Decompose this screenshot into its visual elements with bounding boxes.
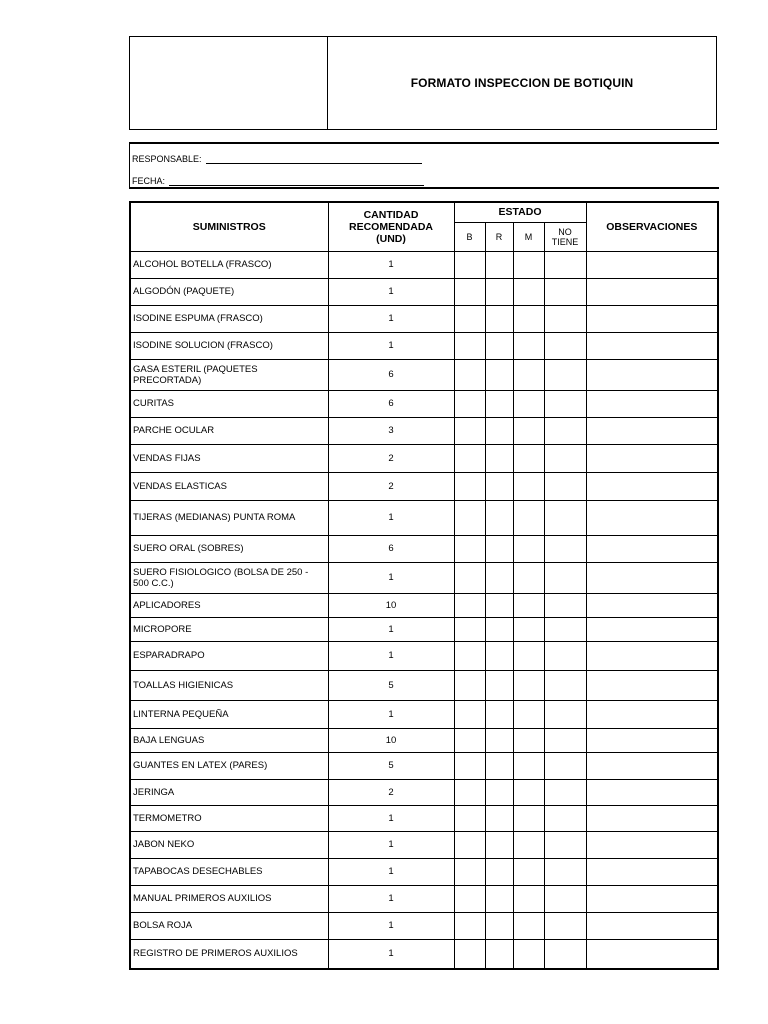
- fecha-label: FECHA:: [132, 176, 166, 186]
- estado-no-tiene-cell[interactable]: [544, 500, 586, 535]
- item-name: MANUAL PRIMEROS AUXILIOS: [130, 885, 328, 912]
- estado-m-cell[interactable]: [513, 444, 544, 472]
- estado-b-cell[interactable]: [454, 444, 485, 472]
- item-name: ISODINE SOLUCION (FRASCO): [130, 332, 328, 359]
- item-qty: 1: [328, 700, 454, 728]
- header-cantidad-line1: CANTIDAD: [363, 208, 419, 221]
- estado-no-tiene-cell[interactable]: [544, 251, 586, 278]
- estado-m-cell[interactable]: [513, 593, 544, 617]
- item-name: JERINGA: [130, 779, 328, 805]
- observaciones-cell[interactable]: [586, 728, 718, 752]
- item-qty: 6: [328, 359, 454, 390]
- estado-b-cell[interactable]: [454, 359, 485, 390]
- estado-m-cell[interactable]: [513, 779, 544, 805]
- table-row: [130, 779, 718, 805]
- table-row: [130, 332, 718, 359]
- item-qty: 2: [328, 472, 454, 500]
- observaciones-cell[interactable]: [586, 858, 718, 885]
- estado-r-cell[interactable]: [485, 617, 513, 641]
- item-name: JABON NEKO: [130, 831, 328, 858]
- header-no-tiene-line1: NO: [558, 226, 572, 237]
- table-row: [130, 641, 718, 670]
- estado-b-cell[interactable]: [454, 805, 485, 831]
- observaciones-cell[interactable]: [586, 912, 718, 939]
- item-qty: 1: [328, 251, 454, 278]
- responsable-line: [132, 154, 422, 164]
- observaciones-cell[interactable]: [586, 332, 718, 359]
- observaciones-cell[interactable]: [586, 593, 718, 617]
- item-name: BOLSA ROJA: [130, 912, 328, 939]
- estado-m-cell[interactable]: [513, 670, 544, 700]
- estado-b-cell[interactable]: [454, 617, 485, 641]
- header-estado-r: R: [485, 222, 513, 251]
- item-name: REGISTRO DE PRIMEROS AUXILIOS: [130, 939, 328, 969]
- item-qty: 1: [328, 617, 454, 641]
- estado-b-cell[interactable]: [454, 278, 485, 305]
- item-name: TERMOMETRO: [130, 805, 328, 831]
- observaciones-cell[interactable]: [586, 670, 718, 700]
- estado-b-cell[interactable]: [454, 939, 485, 969]
- estado-b-cell[interactable]: [454, 500, 485, 535]
- estado-m-cell[interactable]: [513, 885, 544, 912]
- item-qty: 1: [328, 500, 454, 535]
- item-name: PARCHE OCULAR: [130, 417, 328, 444]
- observaciones-cell[interactable]: [586, 444, 718, 472]
- estado-m-cell[interactable]: [513, 641, 544, 670]
- table-row: [130, 831, 718, 858]
- item-name: TOALLAS HIGIENICAS: [130, 670, 328, 700]
- item-qty: 5: [328, 670, 454, 700]
- estado-r-cell[interactable]: [485, 562, 513, 593]
- item-name: ESPARADRAPO: [130, 641, 328, 670]
- item-name: LINTERNA PEQUEÑA: [130, 700, 328, 728]
- table-row: [130, 593, 718, 617]
- table-row: [130, 305, 718, 332]
- item-name: TAPABOCAS DESECHABLES: [130, 858, 328, 885]
- estado-b-cell[interactable]: [454, 332, 485, 359]
- table-row: [130, 939, 718, 969]
- estado-m-cell[interactable]: [513, 700, 544, 728]
- item-name: CURITAS: [130, 390, 328, 417]
- item-name: TIJERAS (MEDIANAS) PUNTA ROMA: [130, 500, 328, 535]
- item-qty: 10: [328, 728, 454, 752]
- table-row: [130, 805, 718, 831]
- table-row: [130, 562, 718, 593]
- estado-m-cell[interactable]: [513, 278, 544, 305]
- header-estado: ESTADO: [454, 202, 586, 222]
- estado-b-cell[interactable]: [454, 779, 485, 805]
- estado-no-tiene-cell[interactable]: [544, 939, 586, 969]
- estado-r-cell[interactable]: [485, 500, 513, 535]
- form-title: FORMATO INSPECCION DE BOTIQUIN: [410, 76, 634, 90]
- estado-m-cell[interactable]: [513, 858, 544, 885]
- observaciones-cell[interactable]: [586, 359, 718, 390]
- estado-r-cell[interactable]: [485, 251, 513, 278]
- observaciones-cell[interactable]: [586, 617, 718, 641]
- estado-r-cell[interactable]: [485, 831, 513, 858]
- estado-no-tiene-cell[interactable]: [544, 593, 586, 617]
- item-qty: 1: [328, 858, 454, 885]
- estado-m-cell[interactable]: [513, 500, 544, 535]
- table-row: [130, 278, 718, 305]
- estado-no-tiene-cell[interactable]: [544, 562, 586, 593]
- estado-b-cell[interactable]: [454, 390, 485, 417]
- inspection-table: [129, 201, 719, 970]
- estado-b-cell[interactable]: [454, 831, 485, 858]
- estado-no-tiene-cell[interactable]: [544, 535, 586, 562]
- estado-r-cell[interactable]: [485, 752, 513, 779]
- observaciones-cell[interactable]: [586, 390, 718, 417]
- table-row: [130, 251, 718, 278]
- estado-b-cell[interactable]: [454, 858, 485, 885]
- item-name: SUERO ORAL (SOBRES): [130, 535, 328, 562]
- estado-b-cell[interactable]: [454, 752, 485, 779]
- estado-r-cell[interactable]: [485, 885, 513, 912]
- item-qty: 6: [328, 535, 454, 562]
- item-qty: 6: [328, 390, 454, 417]
- item-name: ALCOHOL BOTELLA (FRASCO): [130, 251, 328, 278]
- fecha-line: [132, 176, 424, 186]
- estado-b-cell[interactable]: [454, 885, 485, 912]
- table-row: [130, 858, 718, 885]
- estado-no-tiene-cell[interactable]: [544, 728, 586, 752]
- estado-r-cell[interactable]: [485, 939, 513, 969]
- observaciones-cell[interactable]: [586, 562, 718, 593]
- item-qty: 10: [328, 593, 454, 617]
- estado-no-tiene-cell[interactable]: [544, 641, 586, 670]
- estado-m-cell[interactable]: [513, 305, 544, 332]
- estado-m-cell[interactable]: [513, 251, 544, 278]
- item-name: ALGODÓN (PAQUETE): [130, 278, 328, 305]
- estado-m-cell[interactable]: [513, 417, 544, 444]
- estado-m-cell[interactable]: [513, 617, 544, 641]
- table-row: [130, 417, 718, 444]
- item-name: GUANTES EN LATEX (PARES): [130, 752, 328, 779]
- observaciones-cell[interactable]: [586, 305, 718, 332]
- estado-b-cell[interactable]: [454, 472, 485, 500]
- observaciones-cell[interactable]: [586, 278, 718, 305]
- item-qty: 3: [328, 417, 454, 444]
- form-info-block: [129, 142, 719, 189]
- estado-r-cell[interactable]: [485, 670, 513, 700]
- estado-m-cell[interactable]: [513, 332, 544, 359]
- estado-r-cell[interactable]: [485, 444, 513, 472]
- item-qty: 1: [328, 805, 454, 831]
- estado-r-cell[interactable]: [485, 535, 513, 562]
- estado-b-cell[interactable]: [454, 912, 485, 939]
- item-qty: 1: [328, 278, 454, 305]
- estado-r-cell[interactable]: [485, 912, 513, 939]
- item-qty: 1: [328, 939, 454, 969]
- table-row: [130, 500, 718, 535]
- estado-no-tiene-cell[interactable]: [544, 805, 586, 831]
- estado-m-cell[interactable]: [513, 390, 544, 417]
- estado-b-cell[interactable]: [454, 728, 485, 752]
- estado-b-cell[interactable]: [454, 641, 485, 670]
- observaciones-cell[interactable]: [586, 417, 718, 444]
- header-observaciones: OBSERVACIONES: [586, 202, 718, 251]
- estado-r-cell[interactable]: [485, 805, 513, 831]
- estado-no-tiene-cell[interactable]: [544, 359, 586, 390]
- item-name: VENDAS ELASTICAS: [130, 472, 328, 500]
- header-estado-m: M: [513, 222, 544, 251]
- table-row: [130, 728, 718, 752]
- table-row: [130, 912, 718, 939]
- estado-m-cell[interactable]: [513, 359, 544, 390]
- observaciones-cell[interactable]: [586, 472, 718, 500]
- estado-m-cell[interactable]: [513, 562, 544, 593]
- header-estado-b: B: [454, 222, 485, 251]
- estado-no-tiene-cell[interactable]: [544, 332, 586, 359]
- estado-r-cell[interactable]: [485, 728, 513, 752]
- item-qty: 1: [328, 641, 454, 670]
- estado-no-tiene-cell[interactable]: [544, 278, 586, 305]
- estado-no-tiene-cell[interactable]: [544, 390, 586, 417]
- logo-placeholder: [130, 37, 328, 129]
- estado-m-cell[interactable]: [513, 752, 544, 779]
- table-row: [130, 885, 718, 912]
- table-row: [130, 617, 718, 641]
- item-qty: 1: [328, 562, 454, 593]
- table-row: [130, 700, 718, 728]
- fecha-field[interactable]: [169, 176, 424, 186]
- form-header: [129, 36, 717, 130]
- item-qty: 1: [328, 831, 454, 858]
- item-qty: 1: [328, 305, 454, 332]
- table-row: [130, 472, 718, 500]
- estado-m-cell[interactable]: [513, 472, 544, 500]
- estado-m-cell[interactable]: [513, 535, 544, 562]
- item-qty: 1: [328, 332, 454, 359]
- table-body: [130, 251, 718, 969]
- item-name: SUERO FISIOLOGICO (BOLSA DE 250 - 500 C.C.): [130, 562, 328, 593]
- observaciones-cell[interactable]: [586, 500, 718, 535]
- header-no-tiene-line2: TIENE: [551, 236, 579, 247]
- estado-r-cell[interactable]: [485, 417, 513, 444]
- observaciones-cell[interactable]: [586, 831, 718, 858]
- table-row: [130, 444, 718, 472]
- estado-no-tiene-cell[interactable]: [544, 417, 586, 444]
- estado-m-cell[interactable]: [513, 939, 544, 969]
- table-row: [130, 535, 718, 562]
- estado-r-cell[interactable]: [485, 858, 513, 885]
- observaciones-cell[interactable]: [586, 939, 718, 969]
- observaciones-cell[interactable]: [586, 885, 718, 912]
- estado-no-tiene-cell[interactable]: [544, 617, 586, 641]
- estado-no-tiene-cell[interactable]: [544, 779, 586, 805]
- header-suministros: SUMINISTROS: [130, 202, 328, 251]
- observaciones-cell[interactable]: [586, 641, 718, 670]
- estado-r-cell[interactable]: [485, 332, 513, 359]
- estado-no-tiene-cell[interactable]: [544, 885, 586, 912]
- estado-no-tiene-cell[interactable]: [544, 670, 586, 700]
- item-name: ISODINE ESPUMA (FRASCO): [130, 305, 328, 332]
- estado-b-cell[interactable]: [454, 305, 485, 332]
- estado-r-cell[interactable]: [485, 593, 513, 617]
- table-row: [130, 390, 718, 417]
- estado-m-cell[interactable]: [513, 831, 544, 858]
- header-cantidad: [328, 202, 454, 251]
- item-qty: 2: [328, 779, 454, 805]
- item-name: BAJA LENGUAS: [130, 728, 328, 752]
- estado-b-cell[interactable]: [454, 562, 485, 593]
- estado-r-cell[interactable]: [485, 305, 513, 332]
- estado-no-tiene-cell[interactable]: [544, 831, 586, 858]
- estado-no-tiene-cell[interactable]: [544, 472, 586, 500]
- header-estado-no-tiene: [544, 222, 586, 251]
- estado-r-cell[interactable]: [485, 390, 513, 417]
- observaciones-cell[interactable]: [586, 535, 718, 562]
- item-name: MICROPORE: [130, 617, 328, 641]
- estado-r-cell[interactable]: [485, 779, 513, 805]
- estado-no-tiene-cell[interactable]: [544, 912, 586, 939]
- table-row: [130, 670, 718, 700]
- estado-r-cell[interactable]: [485, 700, 513, 728]
- observaciones-cell[interactable]: [586, 251, 718, 278]
- estado-b-cell[interactable]: [454, 251, 485, 278]
- item-qty: 1: [328, 885, 454, 912]
- item-qty: 1: [328, 912, 454, 939]
- observaciones-cell[interactable]: [586, 805, 718, 831]
- estado-r-cell[interactable]: [485, 641, 513, 670]
- estado-m-cell[interactable]: [513, 728, 544, 752]
- estado-b-cell[interactable]: [454, 535, 485, 562]
- observaciones-cell[interactable]: [586, 700, 718, 728]
- item-qty: 5: [328, 752, 454, 779]
- observaciones-cell[interactable]: [586, 779, 718, 805]
- item-name: GASA ESTERIL (PAQUETES PRECORTADA): [130, 359, 328, 390]
- estado-b-cell[interactable]: [454, 593, 485, 617]
- item-name: APLICADORES: [130, 593, 328, 617]
- estado-no-tiene-cell[interactable]: [544, 700, 586, 728]
- table-row: [130, 752, 718, 779]
- table-row: [130, 359, 718, 390]
- responsable-label: RESPONSABLE:: [132, 154, 202, 164]
- item-qty: 2: [328, 444, 454, 472]
- responsable-field[interactable]: [206, 154, 422, 164]
- estado-r-cell[interactable]: [485, 278, 513, 305]
- estado-no-tiene-cell[interactable]: [544, 752, 586, 779]
- estado-no-tiene-cell[interactable]: [544, 305, 586, 332]
- estado-no-tiene-cell[interactable]: [544, 444, 586, 472]
- header-cantidad-line2: RECOMENDADA: [349, 220, 433, 233]
- estado-b-cell[interactable]: [454, 417, 485, 444]
- estado-m-cell[interactable]: [513, 805, 544, 831]
- item-name: VENDAS FIJAS: [130, 444, 328, 472]
- estado-m-cell[interactable]: [513, 912, 544, 939]
- estado-r-cell[interactable]: [485, 472, 513, 500]
- header-cantidad-line3: (UND): [376, 232, 406, 245]
- observaciones-cell[interactable]: [586, 752, 718, 779]
- estado-r-cell[interactable]: [485, 359, 513, 390]
- estado-b-cell[interactable]: [454, 700, 485, 728]
- estado-no-tiene-cell[interactable]: [544, 858, 586, 885]
- estado-b-cell[interactable]: [454, 670, 485, 700]
